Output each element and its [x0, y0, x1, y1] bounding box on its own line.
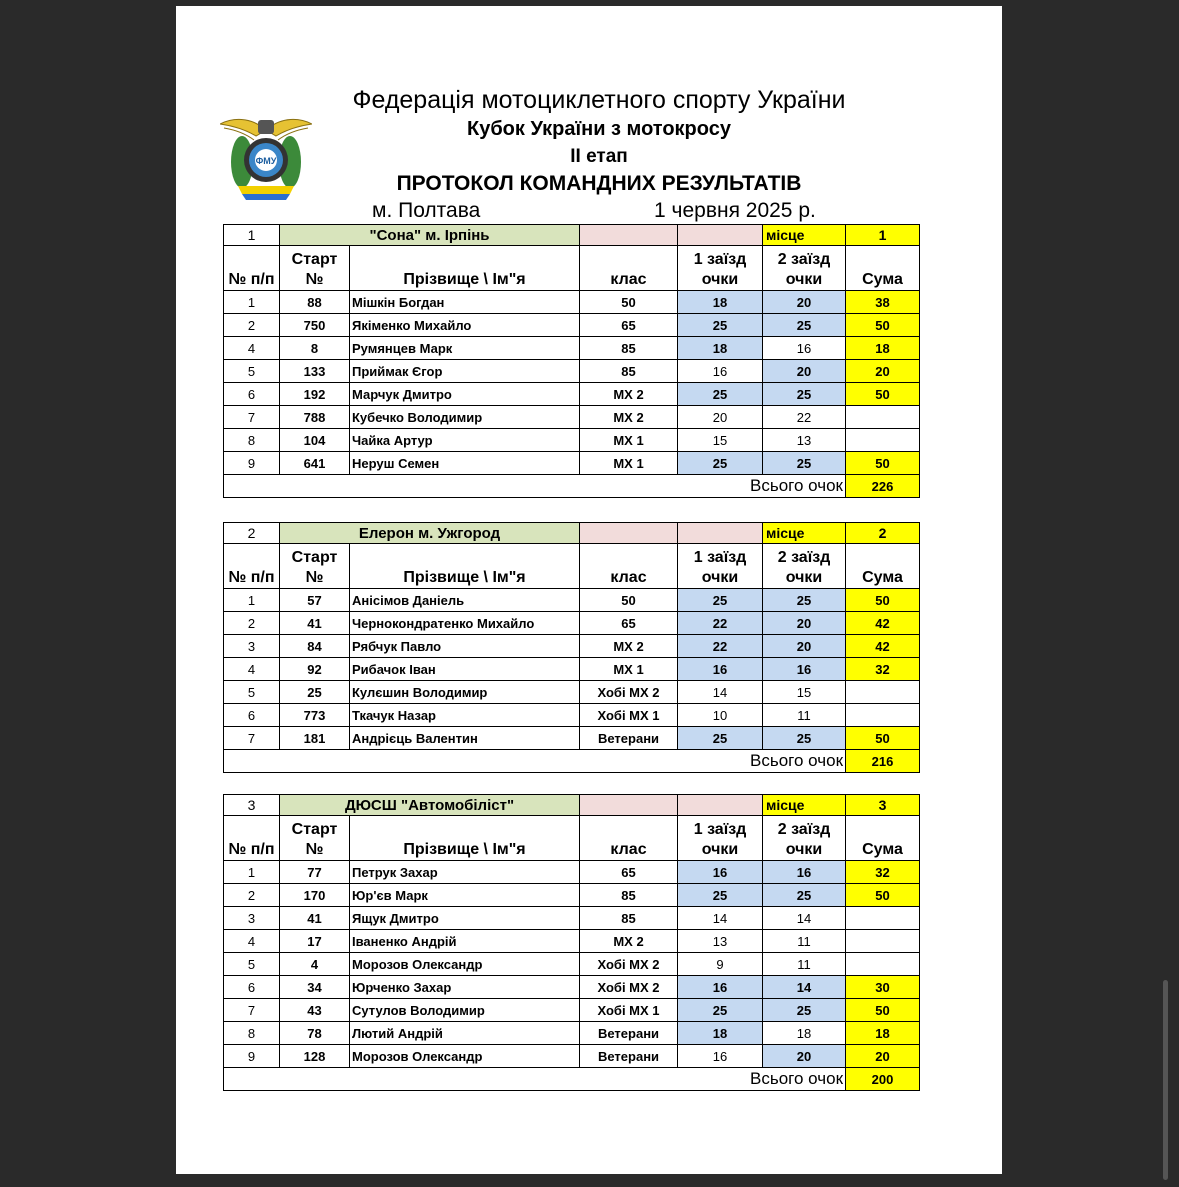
col-num [224, 544, 280, 589]
start-number: 77 [280, 861, 350, 884]
col-start-line: Старт [291, 821, 338, 838]
row-number: 4 [224, 930, 280, 953]
sum-points: 50 [846, 884, 920, 907]
col-start-line: Старт [291, 549, 338, 566]
table-row [224, 884, 920, 907]
row-number: 5 [224, 360, 280, 383]
table-row [224, 930, 920, 953]
row-number: 5 [224, 953, 280, 976]
race2-points: 20 [763, 612, 846, 635]
table-row [224, 999, 920, 1022]
vertical-scrollbar[interactable] [1163, 980, 1168, 1180]
column-header-row [224, 246, 920, 291]
rider-name: Юр'єв Марк [350, 884, 580, 907]
col-race1-line: очки [701, 569, 739, 586]
rider-class: Ветерани [580, 1045, 678, 1068]
sum-points: 50 [846, 727, 920, 750]
column-header-row [224, 544, 920, 589]
race2-points: 20 [763, 360, 846, 383]
start-number: 641 [280, 452, 350, 475]
col-race1-line: 1 заїзд [693, 549, 747, 566]
col-class-line: клас [610, 569, 647, 586]
start-number: 34 [280, 976, 350, 999]
rider-class: 50 [580, 589, 678, 612]
race2-points: 18 [763, 1022, 846, 1045]
rider-class: 65 [580, 612, 678, 635]
col-race1-line: 1 заїзд [693, 251, 747, 268]
table-row [224, 360, 920, 383]
cup-title: Кубок України з мотокросу [467, 118, 731, 140]
team-name: "Сона" м. Ірпінь [280, 225, 580, 246]
col-race1-line: очки [701, 841, 739, 858]
race1-points: 13 [678, 930, 763, 953]
rider-class: MX 2 [580, 930, 678, 953]
col-start-line: Старт [291, 251, 338, 268]
start-number: 84 [280, 635, 350, 658]
col-start-line: № [305, 271, 324, 288]
start-number: 128 [280, 1045, 350, 1068]
col-race2-line: очки [785, 841, 823, 858]
start-number: 8 [280, 337, 350, 360]
row-number: 2 [224, 884, 280, 907]
sum-points [846, 406, 920, 429]
race1-points: 25 [678, 589, 763, 612]
team-index: 2 [224, 523, 280, 544]
rider-name: Чернокондратенко Михайло [350, 612, 580, 635]
rider-class: MX 2 [580, 635, 678, 658]
place-label: місце [763, 523, 846, 544]
start-number: 133 [280, 360, 350, 383]
row-number: 8 [224, 1022, 280, 1045]
sum-points: 50 [846, 589, 920, 612]
race2-points: 25 [763, 314, 846, 337]
start-number: 17 [280, 930, 350, 953]
table-row [224, 658, 920, 681]
table-row [224, 291, 920, 314]
rider-name: Іваненко Андрій [350, 930, 580, 953]
total-value: 216 [846, 750, 920, 773]
team-header-row [224, 523, 920, 544]
sum-points [846, 930, 920, 953]
table-row [224, 681, 920, 704]
col-name-line: Прізвище \ Ім"я [403, 271, 526, 288]
start-number: 41 [280, 907, 350, 930]
race1-points: 16 [678, 360, 763, 383]
race1-points: 16 [678, 658, 763, 681]
race1-points: 18 [678, 291, 763, 314]
col-start [280, 246, 350, 291]
race1-points: 18 [678, 337, 763, 360]
rider-class: 50 [580, 291, 678, 314]
col-name [350, 816, 580, 861]
race2-points: 15 [763, 681, 846, 704]
rider-class: 85 [580, 337, 678, 360]
col-race1 [678, 544, 763, 589]
table-row [224, 429, 920, 452]
place-label: місце [763, 795, 846, 816]
rider-name: Якіменко Михайло [350, 314, 580, 337]
row-number: 8 [224, 429, 280, 452]
table-row [224, 589, 920, 612]
start-number: 104 [280, 429, 350, 452]
col-name [350, 246, 580, 291]
rider-name: Неруш Семен [350, 452, 580, 475]
rider-class: 65 [580, 861, 678, 884]
col-num [224, 246, 280, 291]
col-start-line: № [305, 841, 324, 858]
col-sum-line: Сума [862, 271, 903, 288]
race2-points: 13 [763, 429, 846, 452]
row-number: 7 [224, 727, 280, 750]
start-number: 25 [280, 681, 350, 704]
race2-points: 16 [763, 337, 846, 360]
column-header-row [224, 816, 920, 861]
rider-class: 65 [580, 314, 678, 337]
sum-points [846, 907, 920, 930]
city-label: м. Полтава [372, 199, 481, 222]
race1-points: 16 [678, 861, 763, 884]
protocol-title: ПРОТОКОЛ КОМАНДНИХ РЕЗУЛЬТАТІВ [396, 172, 802, 195]
pink-cell [678, 225, 763, 246]
race1-points: 14 [678, 681, 763, 704]
place-label: місце [763, 225, 846, 246]
sum-points: 30 [846, 976, 920, 999]
col-start [280, 816, 350, 861]
rider-class: Ветерани [580, 727, 678, 750]
race2-points: 25 [763, 727, 846, 750]
total-label: Всього очок [224, 750, 846, 773]
sum-points: 32 [846, 658, 920, 681]
table-row [224, 1045, 920, 1068]
rider-name: Сутулов Володимир [350, 999, 580, 1022]
sum-points: 18 [846, 337, 920, 360]
team-table-3 [223, 794, 920, 1091]
rider-name: Анісімов Даніель [350, 589, 580, 612]
rider-name: Петрук Захар [350, 861, 580, 884]
table-row [224, 727, 920, 750]
start-number: 773 [280, 704, 350, 727]
row-number: 4 [224, 337, 280, 360]
rider-name: Ткачук Назар [350, 704, 580, 727]
start-number: 788 [280, 406, 350, 429]
place-value: 2 [846, 523, 920, 544]
start-number: 750 [280, 314, 350, 337]
race1-points: 25 [678, 884, 763, 907]
race1-points: 25 [678, 452, 763, 475]
team-name: Елерон м. Ужгород [280, 523, 580, 544]
col-race2 [763, 246, 846, 291]
stage-title: II етап [570, 146, 628, 167]
col-race1 [678, 246, 763, 291]
col-race2-line: 2 заїзд [777, 251, 831, 268]
pink-cell [580, 225, 678, 246]
col-race1-line: очки [701, 271, 739, 288]
row-number: 1 [224, 589, 280, 612]
col-start-line: № [305, 569, 324, 586]
rider-class: MX 1 [580, 429, 678, 452]
total-label: Всього очок [224, 475, 846, 498]
col-num-line: № п/п [228, 569, 275, 586]
row-number: 7 [224, 999, 280, 1022]
start-number: 57 [280, 589, 350, 612]
col-race2-line: 2 заїзд [777, 549, 831, 566]
table-row [224, 953, 920, 976]
col-race2 [763, 544, 846, 589]
race1-points: 22 [678, 635, 763, 658]
col-race2-line: очки [785, 569, 823, 586]
rider-name: Приймак Єгор [350, 360, 580, 383]
rider-name: Андрієць Валентин [350, 727, 580, 750]
start-number: 170 [280, 884, 350, 907]
rider-class: Ветерани [580, 1022, 678, 1045]
rider-class: MX 1 [580, 658, 678, 681]
rider-name: Юрченко Захар [350, 976, 580, 999]
col-sum-line: Сума [862, 841, 903, 858]
sum-points [846, 704, 920, 727]
race1-points: 15 [678, 429, 763, 452]
col-sum [846, 816, 920, 861]
row-number: 3 [224, 907, 280, 930]
race2-points: 20 [763, 1045, 846, 1068]
rider-name: Марчук Дмитро [350, 383, 580, 406]
col-sum [846, 544, 920, 589]
team-header-row [224, 795, 920, 816]
table-row [224, 337, 920, 360]
place-value: 1 [846, 225, 920, 246]
race2-points: 11 [763, 704, 846, 727]
row-number: 4 [224, 658, 280, 681]
race2-points: 25 [763, 884, 846, 907]
rider-class: Хобі MX 2 [580, 953, 678, 976]
col-race2-line: 2 заїзд [777, 821, 831, 838]
rider-name: Морозов Олександр [350, 953, 580, 976]
col-num-line: № п/п [228, 841, 275, 858]
race2-points: 25 [763, 452, 846, 475]
date-label: 1 червня 2025 р. [654, 199, 816, 222]
race1-points: 25 [678, 999, 763, 1022]
col-name-line: Прізвище \ Ім"я [403, 569, 526, 586]
sum-points: 32 [846, 861, 920, 884]
document-page [176, 6, 1002, 1174]
race1-points: 16 [678, 1045, 763, 1068]
race1-points: 14 [678, 907, 763, 930]
sum-points [846, 681, 920, 704]
race2-points: 25 [763, 383, 846, 406]
rider-class: Хобі MX 1 [580, 999, 678, 1022]
pink-cell [678, 523, 763, 544]
rider-class: MX 2 [580, 383, 678, 406]
total-row [224, 1068, 920, 1091]
total-value: 200 [846, 1068, 920, 1091]
race2-points: 14 [763, 907, 846, 930]
sum-points: 20 [846, 360, 920, 383]
rider-name: Ящук Дмитро [350, 907, 580, 930]
table-row [224, 406, 920, 429]
rider-name: Кубечко Володимир [350, 406, 580, 429]
race1-points: 16 [678, 976, 763, 999]
total-label: Всього очок [224, 1068, 846, 1091]
race1-points: 25 [678, 727, 763, 750]
total-value: 226 [846, 475, 920, 498]
rider-name: Кулєшин Володимир [350, 681, 580, 704]
federation-title: Федерація мотоциклетного спорту України [352, 86, 846, 114]
row-number: 1 [224, 291, 280, 314]
rider-name: Лютий Андрій [350, 1022, 580, 1045]
table-row [224, 635, 920, 658]
rider-class: 85 [580, 907, 678, 930]
rider-name: Румянцев Марк [350, 337, 580, 360]
sum-points: 20 [846, 1045, 920, 1068]
race1-points: 10 [678, 704, 763, 727]
col-start [280, 544, 350, 589]
table-row [224, 383, 920, 406]
col-class-line: клас [610, 271, 647, 288]
race2-points: 14 [763, 976, 846, 999]
race1-points: 25 [678, 383, 763, 406]
row-number: 6 [224, 976, 280, 999]
rider-class: 85 [580, 360, 678, 383]
total-row [224, 475, 920, 498]
col-sum [846, 246, 920, 291]
race2-points: 16 [763, 658, 846, 681]
start-number: 41 [280, 612, 350, 635]
start-number: 4 [280, 953, 350, 976]
total-row [224, 750, 920, 773]
table-row [224, 452, 920, 475]
sum-points [846, 429, 920, 452]
team-name: ДЮСШ "Автомобіліст" [280, 795, 580, 816]
row-number: 1 [224, 861, 280, 884]
row-number: 2 [224, 612, 280, 635]
race2-points: 11 [763, 953, 846, 976]
race2-points: 20 [763, 291, 846, 314]
start-number: 192 [280, 383, 350, 406]
col-sum-line: Сума [862, 569, 903, 586]
start-number: 78 [280, 1022, 350, 1045]
pink-cell [678, 795, 763, 816]
col-race1-line: 1 заїзд [693, 821, 747, 838]
col-class [580, 544, 678, 589]
race1-points: 20 [678, 406, 763, 429]
col-class-line: клас [610, 841, 647, 858]
col-race2-line: очки [785, 271, 823, 288]
race2-points: 25 [763, 999, 846, 1022]
pink-cell [580, 523, 678, 544]
race2-points: 11 [763, 930, 846, 953]
col-race2 [763, 816, 846, 861]
race1-points: 22 [678, 612, 763, 635]
rider-name: Морозов Олександр [350, 1045, 580, 1068]
table-row [224, 861, 920, 884]
team-index: 1 [224, 225, 280, 246]
start-number: 43 [280, 999, 350, 1022]
sum-points: 50 [846, 452, 920, 475]
race1-points: 18 [678, 1022, 763, 1045]
team-header-row [224, 225, 920, 246]
sum-points: 50 [846, 314, 920, 337]
team-table-2 [223, 522, 920, 773]
sum-points: 18 [846, 1022, 920, 1045]
col-num [224, 816, 280, 861]
rider-class: MX 1 [580, 452, 678, 475]
col-race1 [678, 816, 763, 861]
col-name-line: Прізвище \ Ім"я [403, 841, 526, 858]
table-row [224, 976, 920, 999]
row-number: 9 [224, 452, 280, 475]
race2-points: 20 [763, 635, 846, 658]
rider-class: 85 [580, 884, 678, 907]
race2-points: 25 [763, 589, 846, 612]
table-row [224, 907, 920, 930]
svg-text:ФМУ: ФМУ [255, 156, 277, 166]
sum-points: 42 [846, 612, 920, 635]
race2-points: 16 [763, 861, 846, 884]
table-row [224, 1022, 920, 1045]
sum-points: 42 [846, 635, 920, 658]
place-value: 3 [846, 795, 920, 816]
start-number: 92 [280, 658, 350, 681]
sum-points: 50 [846, 383, 920, 406]
start-number: 181 [280, 727, 350, 750]
race2-points: 22 [763, 406, 846, 429]
col-class [580, 246, 678, 291]
col-num-line: № п/п [228, 271, 275, 288]
row-number: 2 [224, 314, 280, 337]
rider-class: Хобі MX 2 [580, 976, 678, 999]
rider-name: Рябчук Павло [350, 635, 580, 658]
col-class [580, 816, 678, 861]
sum-points: 38 [846, 291, 920, 314]
row-number: 6 [224, 383, 280, 406]
table-row [224, 612, 920, 635]
rider-class: Хобі MX 1 [580, 704, 678, 727]
race1-points: 25 [678, 314, 763, 337]
table-row [224, 314, 920, 337]
row-number: 3 [224, 635, 280, 658]
row-number: 9 [224, 1045, 280, 1068]
row-number: 6 [224, 704, 280, 727]
table-row [224, 704, 920, 727]
sum-points: 50 [846, 999, 920, 1022]
row-number: 5 [224, 681, 280, 704]
rider-class: Хобі MX 2 [580, 681, 678, 704]
col-name [350, 544, 580, 589]
rider-name: Мішкін Богдан [350, 291, 580, 314]
rider-name: Рибачок Іван [350, 658, 580, 681]
rider-class: MX 2 [580, 406, 678, 429]
sum-points [846, 953, 920, 976]
team-table-1 [223, 224, 920, 498]
pink-cell [580, 795, 678, 816]
rider-name: Чайка Артур [350, 429, 580, 452]
race1-points: 9 [678, 953, 763, 976]
team-index: 3 [224, 795, 280, 816]
row-number: 7 [224, 406, 280, 429]
start-number: 88 [280, 291, 350, 314]
